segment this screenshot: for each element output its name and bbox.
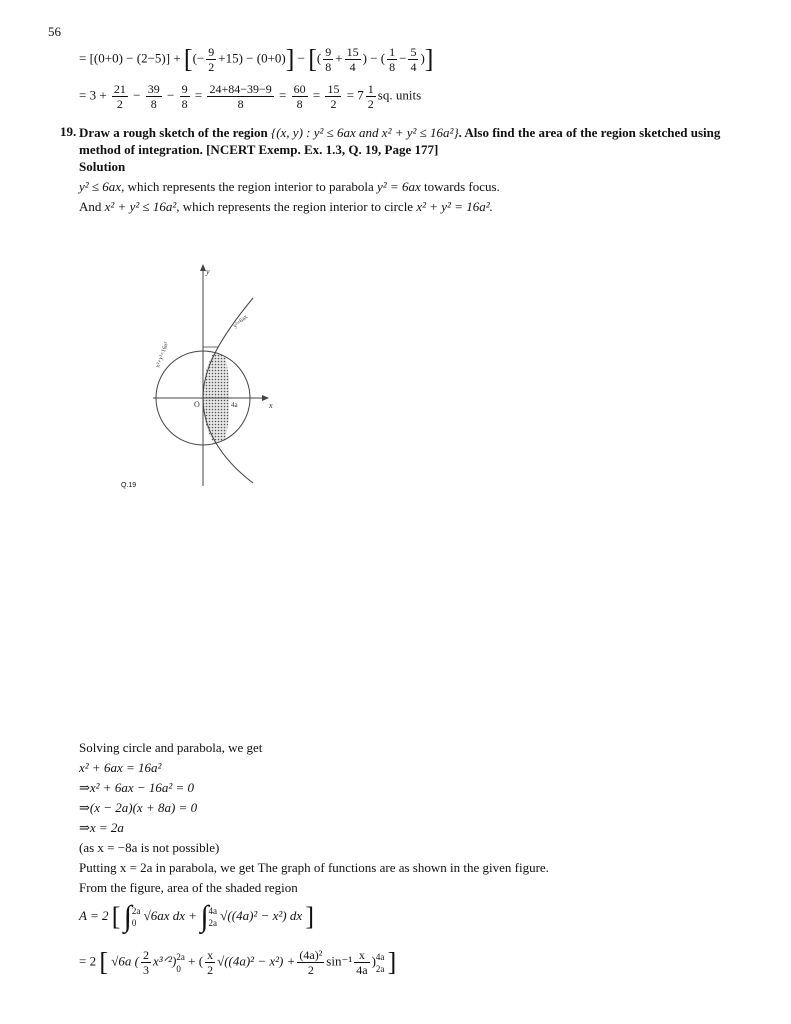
page-number: 56 — [48, 24, 61, 39]
y-axis-label: y — [206, 267, 210, 276]
point-4a-label: 4a — [231, 401, 238, 409]
region-sketch-figure — [145, 258, 285, 488]
x-axis-label: x — [269, 401, 273, 410]
solution-line-2: And x² + y² ≤ 16a², which represents the region interior to circle x² + y² = 16a². — [79, 199, 493, 214]
question-text: Draw a rough sketch of the region {(x, y) : y² ≤ 6ax and x² + y² ≤ 16a²}. Also find the area of the region sketched using method of integration. [NCERT Exemp. Ex. 1.3, Q. 19, Page 177] — [79, 125, 721, 157]
parabola-label: y²=6ax — [232, 314, 250, 330]
solving-line-6: (as x = −8a is not possible) — [79, 840, 220, 855]
solving-line-1: Solving circle and parabola, we get — [79, 740, 263, 755]
prev-solution-line-1: = [(0+0) − (2−5)] + [(− $\frac{9}{2}$ +15) − (0+0)] − [( $\frac{9}{8}$ + $\frac{15}{4}$ ) − ( $\frac{1}{8}$ − $\frac{5}{4}$ )] — [79, 44, 434, 74]
prev-solution-line-2: = 3 + $\frac{21}{2}$ − $\frac{39}{8}$ − $\frac{9}{8}$ = $\frac{24+84-39-9}{8}$ = $\frac{60}{8}$ = $\frac{15}{2}$ = 7 $\frac{1}{2}$ sq. units — [79, 82, 422, 111]
figure-caption: Q.19 — [121, 482, 137, 489]
solving-line-3: ⇒x² + 6ax − 16a² = 0 — [79, 780, 195, 795]
circle-label: x²+y²=16a² — [155, 341, 171, 369]
origin-label: O — [194, 400, 200, 409]
solving-line-2: x² + 6ax = 16a² — [79, 760, 162, 775]
solving-line-4: ⇒(x − 2a)(x + 8a) = 0 — [79, 800, 198, 815]
solution-line-1: y² ≤ 6ax, which represents the region interior to parabola y² = 6ax towards focus. — [79, 179, 500, 194]
solving-line-7: Putting x = 2a in parabola, we get The graph of functions are as shown in the given figure. — [79, 860, 549, 875]
area-formula-line-1: A = 2 [ ∫ 2a 0 √6ax dx + ∫ 4a 2a √((4a)² − x²) dx ] — [79, 900, 315, 933]
solving-line-8: From the figure, area of the shaded region — [79, 880, 298, 895]
area-formula-line-2: = 2 [ √6a ( $\frac{2}{3}$ x³ᐟ²) 2a 0 + ( $\frac{x}{2}$ √((4a)² − x²) + $\frac{\text{(4a)²}}{2}$ sin⁻¹ $\frac{x}{4a}$ ) 4a 2a ] — [79, 947, 397, 977]
solving-line-5: ⇒x = 2a — [79, 820, 124, 835]
question-number: 19. — [60, 124, 77, 139]
solution-heading: Solution — [79, 159, 126, 174]
x-axis-arrow — [262, 395, 269, 401]
